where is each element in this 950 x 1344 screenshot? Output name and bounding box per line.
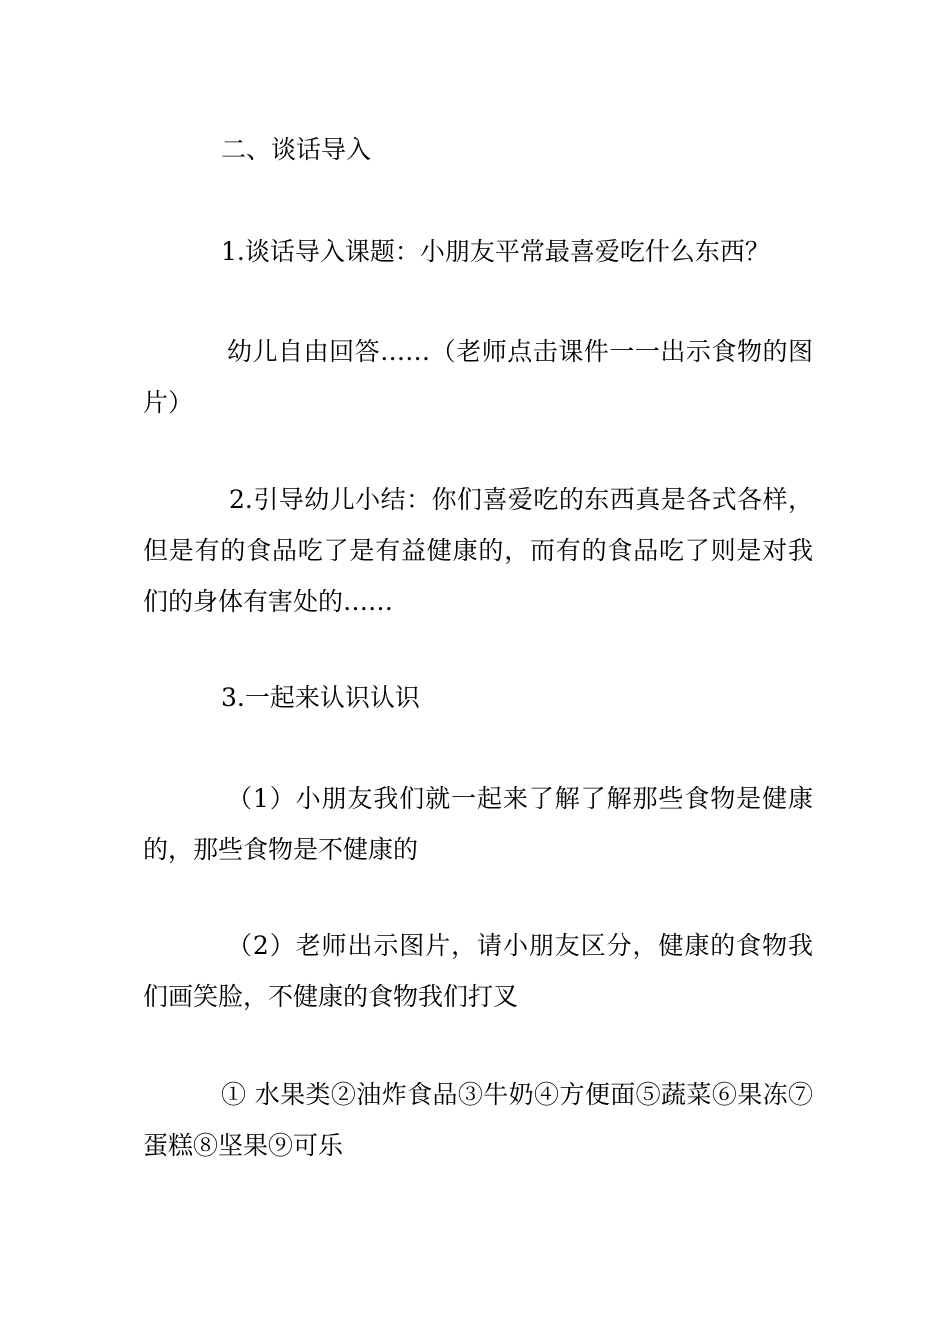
paragraph-sub-1: （1）小朋友我们就一起来了解了解那些食物是健康的，那些食物是不健康的: [143, 784, 813, 864]
food-list: ① 水果类②油炸食品③牛奶④方便面⑤蔬菜⑥果冻⑦蛋糕⑧坚果⑨可乐: [143, 1080, 813, 1160]
paragraph-step-1: 1.谈话导入课题：小朋友平常最喜爱吃什么东西？: [221, 237, 770, 266]
paragraph-children-answer: 幼儿自由回答……（老师点击课件一一出示食物的图片）: [143, 337, 813, 417]
paragraph-step-2: 2.引导幼儿小结：你们喜爱吃的东西真是各式各样，但是有的食品吃了是有益健康的，而有的食品吃了则是对我们的身体有害处的……: [143, 485, 813, 616]
paragraph-step-3: 3.一起来认识认识: [221, 683, 420, 712]
paragraph-sub-2: （2）老师出示图片，请小朋友区分，健康的食物我们画笑脸，不健康的食物我们打叉: [143, 931, 813, 1011]
section-heading: 二、谈话导入: [221, 135, 372, 164]
